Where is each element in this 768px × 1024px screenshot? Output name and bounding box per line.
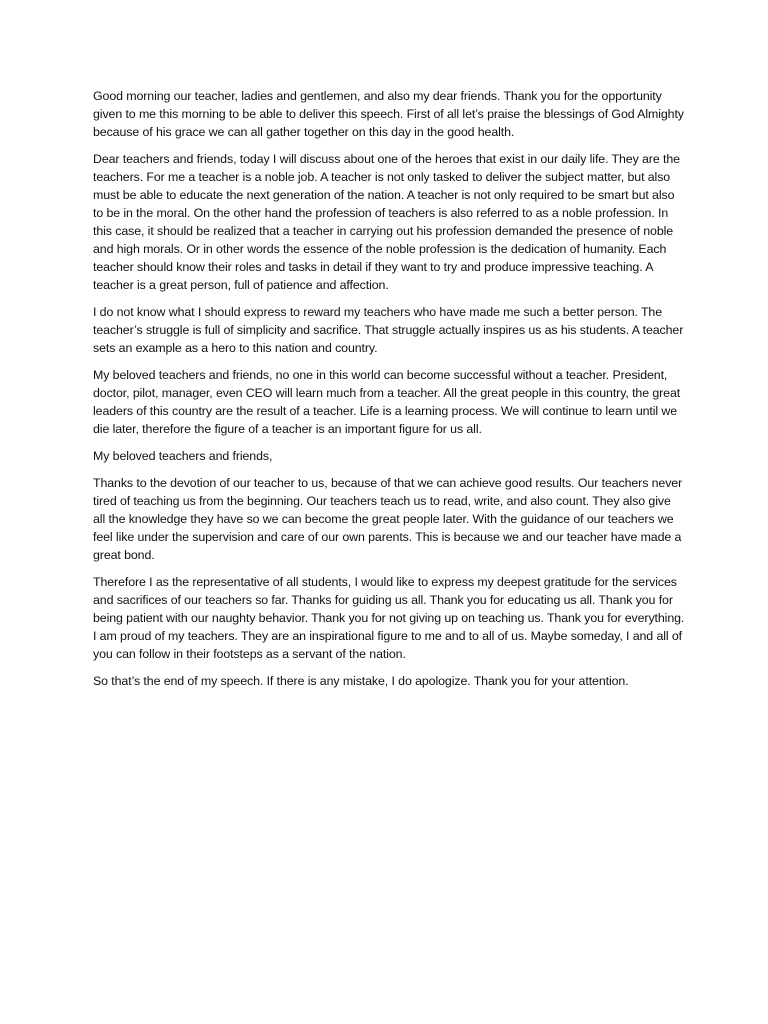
paragraph-gratitude: Therefore I as the representative of all students, I would like to express my deepest gratitude for the services and sacrifices of our teachers so far. Thanks for guiding us all. Thank you for educating us all. Thank you for being patient with our naughty behavior. Thank you for not giving up on teaching us. Thank you for everything. I am proud of my teachers. They are an inspirational figure to me and to all of us. Maybe someday, I and all of you can follow in their footsteps as a servant of the nation.: [93, 575, 685, 661]
paragraph-reward-teachers: I do not know what I should express to reward my teachers who have made me such a better person. The teacher’s struggle is full of simplicity and sacrifice. That struggle actually inspires us as his students. A teacher sets an example as a hero to this nation and country.: [93, 305, 684, 355]
paragraph-devotion: Thanks to the devotion of our teacher to us, because of that we can achieve good results. Our teachers never tired of teaching us from the beginning. Our teachers teach us to read, write, and also count. They also give all the knowledge they have so we can become the great people later. With the guidance of our teachers we feel like under the supervision and care of our own parents. This is because we and our teacher have made a great bond.: [93, 476, 683, 562]
paragraph-success-teacher: My beloved teachers and friends, no one in this world can become successful without a teacher. President, doctor, pilot, manager, even CEO will learn much from a teacher. All the great people in this country, the great leaders of this country are the result of a teacher. Life is a learning process. We will continue to learn until we die later, therefore the figure of a teacher is an important figure for us all.: [93, 368, 681, 436]
paragraph-address: My beloved teachers and friends,: [93, 449, 273, 463]
paragraph-closing: So that’s the end of my speech. If there is any mistake, I do apologize. Thank you for your attention.: [93, 674, 629, 688]
paragraph-teachers-heroes: Dear teachers and friends, today I will discuss about one of the heroes that exist in our daily life. They are the teachers. For me a teacher is a noble job. A teacher is not only tasked to deliver the subject matter, but also must be able to educate the next generation of the nation. A teacher is not only required to be smart but also to be in the moral. On the other hand the profession of teachers is also referred to as a noble profession. In this case, it should be realized that a teacher in carrying out his profession demanded the presence of noble and high morals. Or in other words the essence of the noble profession is the dedication of humanity. Each teacher should know their roles and tasks in detail if they want to try and produce impressive teaching. A teacher is a great person, full of patience and affection.: [93, 152, 680, 292]
paragraph-greeting: Good morning our teacher, ladies and gentlemen, and also my dear friends. Thank you for the opportunity given to me this morning to be able to deliver this speech. First of all let’s praise the blessings of God Almighty because of his grace we can all gather together on this day in the good health.: [93, 89, 684, 139]
speech-text-body: [93, 87, 685, 699]
